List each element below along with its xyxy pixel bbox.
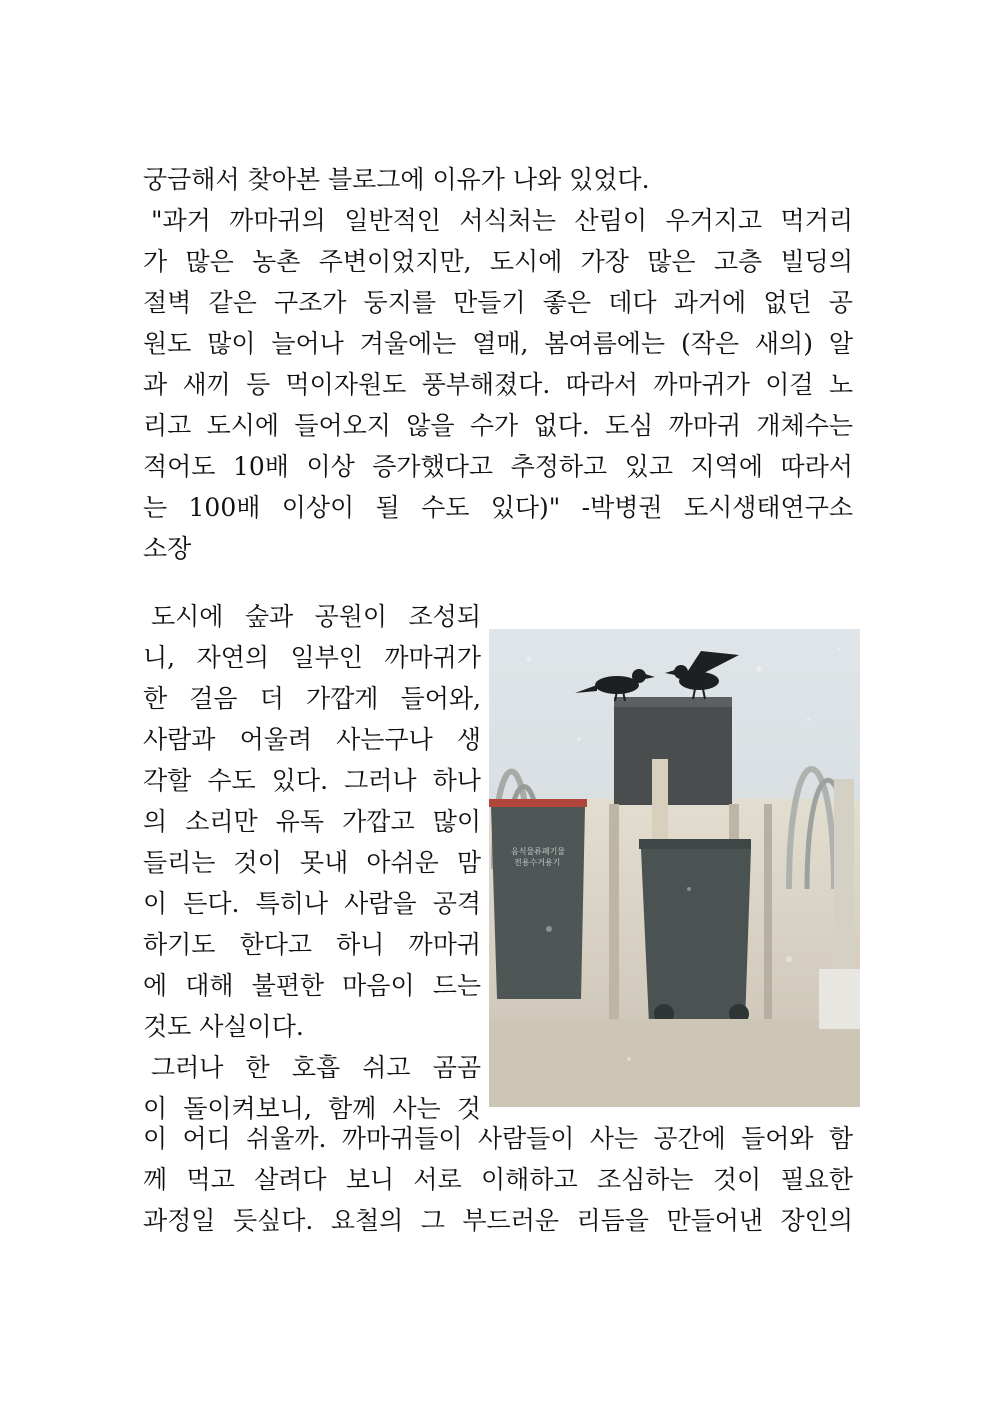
word: 자연의 (196, 643, 270, 672)
word: 절벽 (143, 288, 192, 317)
garbage-bin-left (489, 799, 587, 807)
word: 숲과 (244, 602, 294, 631)
text-line (143, 924, 481, 965)
text-line: 궁금해서 찾아본 블로그에 이유가 나와 있었다. (143, 165, 650, 194)
text-line (143, 446, 853, 487)
word: 둥지를 (363, 288, 436, 317)
text-line (143, 637, 481, 678)
top-box (614, 697, 732, 805)
word: 만들기 (453, 288, 526, 317)
text-line (143, 719, 481, 760)
paragraph-reflection (143, 596, 481, 1129)
word: 많은 (647, 247, 696, 276)
word: 함 (828, 1124, 853, 1153)
word: 있고 (624, 452, 673, 481)
word: 공격 (432, 889, 481, 918)
word: 께 (143, 1165, 168, 1194)
word: 까마귀들이 (341, 1124, 463, 1153)
word: 산림이 (574, 206, 647, 235)
photo-crows-on-garbage-truck (489, 629, 860, 1107)
word: 까마귀가 (384, 643, 481, 672)
word: 도시에 (206, 411, 280, 440)
paragraph-blog-quote (143, 159, 853, 569)
word: 조성되 (408, 602, 481, 631)
text-line (143, 883, 481, 924)
word: 든다. (183, 889, 240, 918)
word: -박병권 (581, 493, 663, 522)
paragraph-continuation (143, 1118, 853, 1241)
word: 데다 (608, 288, 657, 317)
word: 각할 (143, 766, 192, 795)
word: 될 (375, 493, 400, 522)
word: 아쉬운 (366, 848, 439, 877)
word: 한 (245, 1053, 270, 1082)
word: 보니 (345, 1165, 395, 1194)
word: 많은 (185, 247, 234, 276)
word: 걸음 (189, 684, 238, 713)
word: 니, (143, 643, 176, 672)
text-line (143, 1047, 481, 1088)
word: 에 (143, 971, 168, 1000)
word: 하나 (432, 766, 481, 795)
word: 것 (456, 1094, 481, 1123)
text-line (143, 200, 853, 241)
word: 어디 (182, 1124, 231, 1153)
word: 도시에 (143, 602, 224, 631)
word: 한다고 (239, 930, 313, 959)
word: 가깝게 (306, 684, 379, 713)
word: 적어도 (143, 452, 216, 481)
word: 까마귀가 (653, 370, 750, 399)
text-line: 소장 (143, 534, 192, 563)
word: 사는 (392, 1094, 441, 1123)
word: 부드러운 (462, 1206, 560, 1235)
text-line (143, 596, 481, 637)
word: 한 (143, 684, 168, 713)
word: 수도 (421, 493, 470, 522)
word: 필요한 (780, 1165, 853, 1194)
word: 따라서 (565, 370, 639, 399)
bin-label-line1: 음식물류폐기물 (511, 847, 566, 856)
word: 함께 (328, 1094, 377, 1123)
word: 노 (828, 370, 853, 399)
word: 가장 (580, 247, 629, 276)
word: 하니 (336, 930, 385, 959)
word: 요철의 (330, 1206, 404, 1235)
word: 것이 (233, 848, 282, 877)
word: 봄여름에는 (544, 329, 666, 358)
word: 수가 (469, 411, 519, 440)
word: 사람들이 (477, 1124, 575, 1153)
word: 는 (143, 493, 168, 522)
word: 일반적인 (344, 206, 441, 235)
word: 맘 (456, 848, 481, 877)
word: 공간에 (653, 1124, 726, 1153)
word: 따라서 (780, 452, 853, 481)
word: 쉬울까. (246, 1124, 327, 1153)
word: 사는 (589, 1124, 639, 1153)
text-line (143, 487, 853, 528)
word: 어울려 (239, 725, 313, 754)
word: 이상 (306, 452, 355, 481)
word: 지역에 (690, 452, 763, 481)
word: 추정하고 (510, 452, 608, 481)
word: 까마귀 (668, 411, 742, 440)
bin-label-line2: 전용수거용기 (514, 858, 561, 867)
text-line (143, 1159, 853, 1200)
text-line (143, 405, 853, 446)
word: 있다)" (490, 493, 561, 522)
word: 리듬을 (576, 1206, 649, 1235)
text-line (143, 1200, 853, 1241)
word: 알 (828, 329, 853, 358)
word: 도시에 (489, 247, 563, 276)
word: 곰곰 (432, 1053, 481, 1082)
word: 이해하고 (481, 1165, 578, 1194)
word: 일부인 (290, 643, 363, 672)
word: 도시생태연구소 (683, 493, 853, 522)
text-line (143, 323, 853, 364)
word: 유독 (275, 807, 325, 836)
word: 10배 (232, 452, 289, 481)
word: 드는 (432, 971, 481, 1000)
word: 이 (143, 1124, 168, 1153)
word: 것이 (712, 1165, 762, 1194)
text-line (143, 842, 481, 883)
word: 소리만 (185, 807, 258, 836)
word: 원도 (143, 329, 192, 358)
word: 100배 (188, 493, 261, 522)
text-line (143, 1118, 853, 1159)
word: 많이 (207, 329, 256, 358)
word: 서로 (413, 1165, 462, 1194)
word: 먹거리 (780, 206, 853, 235)
word: 그 (420, 1206, 445, 1235)
word: 장인의 (780, 1206, 853, 1235)
word: 대해 (185, 971, 234, 1000)
word: 쉬고 (362, 1053, 411, 1082)
word: 들어오지 (294, 411, 391, 440)
text-line (143, 364, 853, 405)
word: 구조가 (273, 288, 347, 317)
word: 과거에 (673, 288, 747, 317)
word: 만들어낸 (666, 1206, 764, 1235)
word: 않을 (406, 411, 455, 440)
word: 주변이었지만, (318, 247, 472, 276)
word: 호흡 (291, 1053, 341, 1082)
word: 특히나 (255, 889, 329, 918)
word: 풍부해졌다. (421, 370, 551, 399)
word: 불편한 (251, 971, 325, 1000)
word: 리고 (143, 411, 192, 440)
word: 과정일 (143, 1206, 216, 1235)
text-line (143, 282, 853, 323)
word: 좋은 (542, 288, 592, 317)
word: 같은 (208, 288, 257, 317)
word: 빌딩의 (780, 247, 853, 276)
word: 가깝고 (342, 807, 415, 836)
word: 그러나 (344, 766, 417, 795)
word: 과 (143, 370, 168, 399)
word: 이상이 (281, 493, 355, 522)
word: 까마귀의 (229, 206, 326, 235)
photo-illustration (489, 629, 860, 1107)
word: (작은 (680, 329, 740, 358)
word: 못내 (299, 848, 349, 877)
word: 더 (259, 684, 284, 713)
word: 먹이자원도 (285, 370, 407, 399)
text-line (143, 965, 481, 1006)
word: 많이 (432, 807, 481, 836)
word: 마음이 (342, 971, 415, 1000)
word: 들어와 (741, 1124, 814, 1153)
word: 가 (143, 247, 168, 276)
word: 있다. (271, 766, 329, 795)
word: 없던 (763, 288, 812, 317)
word: 살려다 (254, 1165, 327, 1194)
word: 이걸 (765, 370, 814, 399)
word: 수도 (207, 766, 256, 795)
word: 듯싶다. (232, 1206, 314, 1235)
text-line (143, 801, 481, 842)
word: 사람과 (143, 725, 216, 754)
garbage-bin-center (639, 839, 751, 849)
word: 공 (828, 288, 853, 317)
word: 겨울에는 (359, 329, 457, 358)
word: 새끼 (182, 370, 231, 399)
word: 들리는 (143, 848, 216, 877)
word: 사는구나 (336, 725, 433, 754)
word: 조심하는 (596, 1165, 694, 1194)
text-line: 것도 사실이다. (143, 1012, 304, 1041)
word: 등 (246, 370, 271, 399)
text-line (143, 760, 481, 801)
word: 까마귀 (408, 930, 481, 959)
word: 도심 (605, 411, 654, 440)
word: 이 (143, 889, 168, 918)
word: 농촌 (252, 247, 301, 276)
word: 늘어나 (271, 329, 344, 358)
word: 돌이켜보니, (183, 1094, 312, 1123)
word: 의 (143, 807, 168, 836)
word: 고층 (713, 247, 763, 276)
word: 생 (456, 725, 481, 754)
word: 들어와, (400, 684, 481, 713)
word: 없다. (533, 411, 590, 440)
word: 서식처는 (459, 206, 557, 235)
word: 새의) (754, 329, 813, 358)
word: 공원이 (314, 602, 388, 631)
word: 먹고 (186, 1165, 235, 1194)
word: 증가했다고 (372, 452, 494, 481)
word: 이 (143, 1094, 168, 1123)
word: "과거 (143, 206, 211, 235)
word: 개체수는 (756, 411, 853, 440)
word: 그러나 (143, 1053, 224, 1082)
word: 하기도 (143, 930, 216, 959)
word: 우거지고 (665, 206, 763, 235)
text-line (143, 241, 853, 282)
text-line (143, 678, 481, 719)
word: 열매, (472, 329, 529, 358)
word: 사람을 (344, 889, 417, 918)
